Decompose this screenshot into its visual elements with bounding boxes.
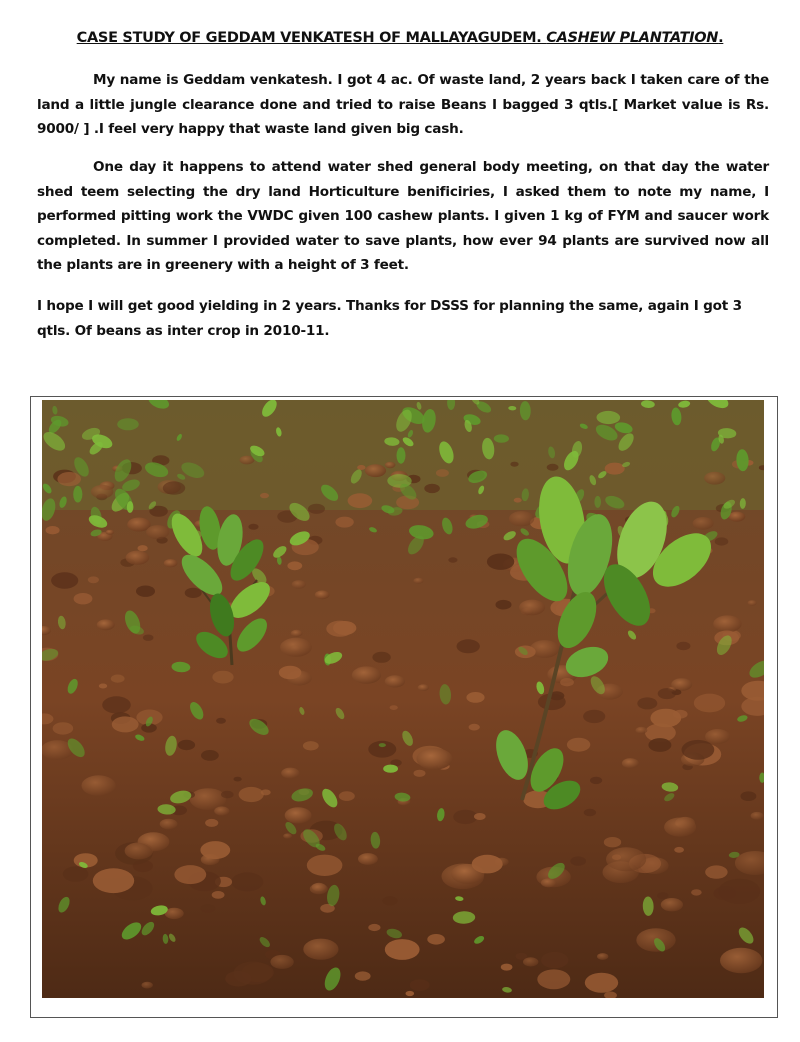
soil-clod <box>390 705 398 710</box>
soil-clod <box>424 484 440 493</box>
soil-clod <box>279 666 302 680</box>
soil-clod <box>448 557 457 562</box>
soil-clod <box>146 525 169 539</box>
soil-clod <box>606 847 646 871</box>
soil-clod <box>164 559 178 567</box>
soil-clod <box>457 639 480 653</box>
soil-clod <box>729 512 746 522</box>
soil-clod <box>205 819 218 827</box>
soil-clod <box>248 524 258 530</box>
soil-clod <box>406 991 415 996</box>
soil-clod <box>385 462 396 468</box>
soil-clod <box>307 855 343 876</box>
soil-clod <box>650 709 681 728</box>
soil-clod <box>414 770 426 777</box>
soil-clod <box>682 740 715 760</box>
soil-clod <box>418 684 429 691</box>
soil-clod <box>225 971 251 987</box>
soil-clod <box>142 982 153 989</box>
soil-clod <box>648 738 671 752</box>
soil-clod <box>705 865 727 878</box>
soil-clod <box>413 578 423 584</box>
soil-clod <box>221 791 234 799</box>
soil-clod <box>715 537 729 545</box>
soil-clod <box>472 855 503 874</box>
soil-clod <box>674 847 684 853</box>
soil-clod <box>74 593 93 604</box>
soil-clod <box>287 561 302 570</box>
soil-clod <box>570 856 586 865</box>
soil-clod <box>200 841 230 859</box>
soil-clod <box>352 666 381 683</box>
soil-clod <box>436 469 449 477</box>
soil-clod <box>567 738 590 752</box>
soil-clod <box>427 934 445 945</box>
soil-clod <box>466 692 484 703</box>
soil-clod <box>509 511 534 526</box>
soil-clod <box>720 948 762 973</box>
soil-clod <box>292 580 306 589</box>
soil-clod <box>597 953 608 960</box>
soil-clod <box>136 586 155 597</box>
soil-clod <box>355 971 371 980</box>
soil-clod <box>339 791 355 801</box>
soil-clod <box>99 684 107 689</box>
soil-clod <box>385 675 405 687</box>
field-photo <box>42 400 764 998</box>
soil-clod <box>560 678 574 686</box>
soil-clod <box>53 722 74 734</box>
soil-clod <box>232 872 264 891</box>
soil-clod <box>537 969 570 989</box>
soil-clod <box>163 481 185 494</box>
soil-clod <box>469 724 480 731</box>
soil-clod <box>358 853 378 865</box>
soil-clod <box>541 878 556 887</box>
soil-clod <box>741 791 757 801</box>
soil-clod <box>713 615 741 632</box>
soil-clod <box>270 955 293 969</box>
soil-clod <box>718 879 760 904</box>
weed-leaf <box>383 765 398 773</box>
soil-clod <box>63 866 89 881</box>
soil-clod <box>281 768 299 779</box>
soil-clod <box>612 854 621 860</box>
soil-clod <box>751 812 764 820</box>
soil-clod <box>111 675 125 683</box>
soil-clod <box>487 554 514 570</box>
soil-clod <box>303 939 338 960</box>
soil-clod <box>291 630 303 637</box>
soil-clod <box>212 891 225 899</box>
soil-clod <box>474 813 486 820</box>
soil-clod <box>283 833 292 838</box>
soil-clod <box>239 787 264 802</box>
soil-clod <box>333 621 356 635</box>
soil-clod <box>357 465 365 470</box>
paragraph-2: One day it happens to attend water shed general body meeting, on that day the water shed teem selecting the dry land Horticulture benificiries, I asked them to note my name, I performed pitting work the VWDC given 100 cashew plants. I given 1 kg of FYM and saucer work completed. In summer I provided water to save plants, how ever 94 plants are survived now all the plants are in greenery with a height of 3 feet. <box>37 159 769 273</box>
soil-clod <box>637 697 657 709</box>
soil-clod <box>748 600 757 606</box>
soil-clod <box>605 463 625 475</box>
soil-clod <box>201 904 215 913</box>
soil-clod <box>664 818 696 837</box>
soil-clod <box>93 868 134 893</box>
soil-clod <box>178 740 195 750</box>
soil-clod <box>82 775 116 796</box>
soil-clod <box>636 727 648 734</box>
soil-clod <box>348 493 373 508</box>
title-italic-text: CASHEW PLANTATION <box>546 30 719 46</box>
weed-leaf <box>73 486 82 503</box>
soil-clod <box>519 600 545 616</box>
soil-clod <box>547 464 559 471</box>
soil-clod <box>368 924 380 931</box>
soil-clod <box>583 710 605 723</box>
soil-clod <box>102 696 131 713</box>
soil-clod <box>385 939 420 960</box>
soil-clod <box>496 600 512 610</box>
soil-clod <box>57 472 81 486</box>
cashew-field-image <box>42 400 764 998</box>
soil-clod <box>541 952 568 968</box>
soil-clod <box>410 979 430 991</box>
soil-clod <box>212 671 233 684</box>
soil-clod <box>310 883 328 894</box>
soil-clod <box>308 504 325 514</box>
soil-clod <box>143 635 154 641</box>
soil-clod <box>260 493 269 498</box>
page-title <box>0 30 800 46</box>
soil-clod <box>365 464 386 477</box>
soil-clod <box>51 572 78 588</box>
soil-clod <box>46 526 60 534</box>
weed-leaf <box>397 447 406 463</box>
title-main-text: CASE STUDY OF GEDDAM VENKATESH OF MALLAYAGUDEM. <box>76 30 542 46</box>
soil-clod <box>138 545 148 551</box>
paragraph-3: I hope I will get good yielding in 2 years. Thanks for DSSS for planning the same, again I got 3 qtls. Of beans as inter crop in 2010-11. <box>37 298 742 339</box>
soil-clod <box>88 576 99 583</box>
soil-clod <box>160 819 178 830</box>
soil-clod <box>174 865 206 884</box>
soil-clod <box>657 892 668 899</box>
soil-clod <box>91 485 114 499</box>
soil-clod <box>694 694 725 713</box>
soil-clod <box>112 716 139 732</box>
soil-clod <box>590 777 602 784</box>
soil-clod <box>523 957 538 966</box>
weed-leaf <box>117 418 139 430</box>
soil-clod <box>382 896 397 905</box>
soil-clod <box>705 729 730 744</box>
soil-clod <box>704 472 725 485</box>
soil-clod <box>501 964 513 971</box>
soil-clod <box>126 551 150 565</box>
soil-clod <box>510 462 518 467</box>
soil-clod <box>201 750 219 761</box>
soil-clod <box>693 517 714 530</box>
title-end-text: . <box>718 30 724 46</box>
soil-clod <box>214 806 229 815</box>
soil-clod <box>584 809 596 816</box>
soil-clod <box>676 642 690 650</box>
photo-frame <box>30 396 778 1018</box>
soil-clod <box>125 842 153 859</box>
soil-clod <box>216 718 226 724</box>
soil-clod <box>691 889 702 895</box>
soil-clod <box>240 456 255 465</box>
soil-clod <box>453 810 477 824</box>
soil-clod <box>658 688 676 699</box>
paragraph-1: My name is Geddam venkatesh. I got 4 ac. Of waste land, 2 years back I taken care of the land a little jungle clearance done and tried to raise Beans I bagged 3 qtls.[ Market value is Rs. 9000/ ] .I feel very happy that waste land given big cash. <box>37 72 769 137</box>
soil-clod <box>285 807 312 823</box>
soil-clod <box>514 498 522 503</box>
soil-clod <box>604 837 621 847</box>
soil-clod <box>417 748 453 770</box>
soil-clod <box>280 638 312 657</box>
soil-clod <box>585 973 618 993</box>
soil-clod <box>133 860 153 872</box>
soil-clod <box>97 619 115 630</box>
soil-clod <box>234 777 242 782</box>
soil-clod <box>185 588 202 598</box>
soil-clod <box>372 652 390 663</box>
soil-clod <box>303 741 319 750</box>
soil-clod <box>315 590 330 599</box>
soil-clod <box>622 758 639 768</box>
soil-clod <box>661 898 683 911</box>
soil-clod <box>335 517 353 528</box>
weed-leaf <box>594 496 601 508</box>
soil-clod <box>106 530 114 535</box>
